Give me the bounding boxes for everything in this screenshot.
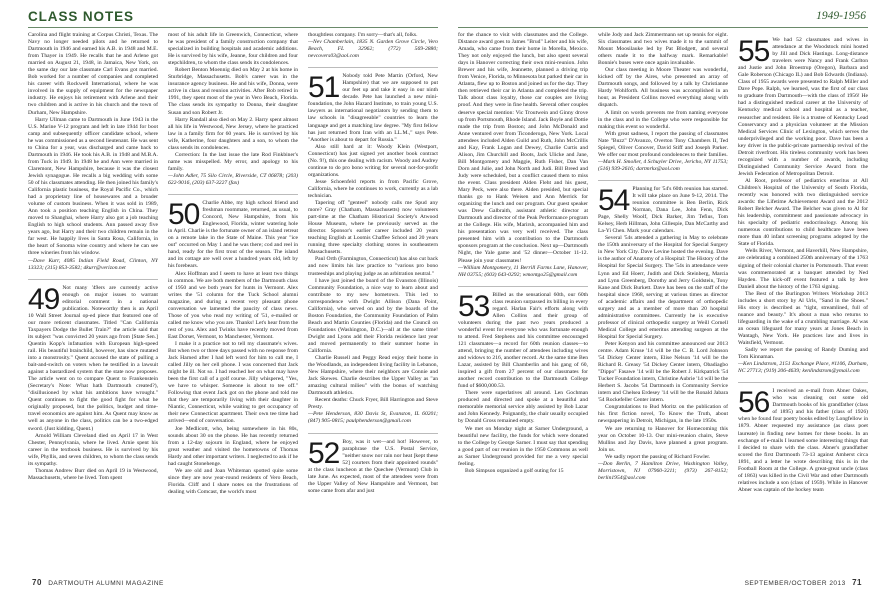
note-paragraph: Harry Ullman came to Dartmouth in June 1943 in the U.S. Marine V-12 program and left in late 1944 for boot camp and subsequently officer candidate school, where he was commissioned as a second lieutenant. He was sent to China for a year, was discharged and came back to Dartmouth in 1946. He took his A.B. in 1948 and M.B.A. from Tuck in 1949. In 1948 he and Ann were married in Claremont, New Hampshire, because it was the closest Jewish synagogue. He recalls a big wedding with some 50 of his classmates attending. He then joined his family's California plastic business, the Royal Pacific Co., which had a proprietary line of housewares and a broader volume of custom business. When it was sold in 1989, Ann took a position teaching English in China. They moved to Shanghai, where Harry also got a job teaching English to high school students. Ann passed away five years ago, but Harry and their two children remain in the far west. He happily lives in Santa Rosa, California, in the heart of Sonoma wine country and where he can see three wineries from his window. [28, 116, 158, 257]
note-paragraph: We are returning to Hanover for Homecoming this year on October 10-13. Our mini-reunion chairs, Steve Mullins and Jay Davis, have planned a great program. Join us. [598, 425, 728, 453]
secretary-signature: —Mark H. Smoller, 4 Schuyler Drive, Jericho, NY 11753; (516) 939-2616; dartmrkx@aol.com [598, 158, 728, 172]
note-paragraph: Peter Kenyon and his committee announced our 2013 centre. Adam Kruse '14 will be the C. B. Lord Johnson '54 Dickey Center intern, Elise Nelson '14 will be the Richard R. Greasy '54 Dickey Center intern, Obadiagbo "Dippo" Fasawe '14 will be the Robert J. Kirkpatrick '54 Tucker Foundation intern, Christine Aubrie '14 will be the Herbert S. Jacobs '54 Dartmouth in Community Service intern and Chelsea Erdesey '14 will be the Ronald Jabara '54 Rockefeller Center intern. [598, 340, 728, 404]
class-entry [28, 282, 158, 433]
class-entry [458, 289, 588, 391]
entry-divider [168, 194, 298, 195]
entry-text: Planning for '54's 60th reunion has started. It will take place on June 9-12, 2014. The reunion committee is Ben Berlin, Rick Norman, Dana Lee, John Fenn, Dick Page, Shelly Woolf, Dick Barker, Jim Tefius, Tom Kelsey, Herb Hillman, John Gillespie, Dan McCarthy and La-Yi Chen. Mark your calendars. [598, 185, 728, 235]
note-paragraph: Arnold William Cleveland died on April 17 in West Chester, Pennsylvania, where he lived. Arnie spent his career in the textbook business. He is survived by his wife, Phyllis, and seven children, to whom the class sends its sympathy. [28, 432, 158, 467]
note-paragraph: Charlie Russell and Peggy Read enjoy their home in the Woodlands, an independent living facility in Lebanon, New Hampshire, where their neighbors are Connie and Jack Skewes. Charlie describes the Upper Valley as "an amazing cultural milieu" with the bonus of watching Dartmouth athletics. [308, 355, 438, 397]
entry-text: Billed as the sensational 60th, our 60th class reunion surpassed its billing in every regard. Harlan Fair's efforts along with Allen Collins and their group of volunteers during the past two years produced a wonderful event for everyone who was fortunate enough to attend. Fred Stephens and his committee encouraged 121 classmates—a record for 60th reunion classes—to attend, bringing the number of attendees including wives and widows to 216, another record. At the same time Ben Lazar, assisted by Bill Chamberlin and his gang of 60, inspired a gift from 27 percent of our classmates for another record contribution to the Dartmouth College fund of $600,000.53. [458, 291, 588, 390]
section-title: CLASS NOTES [28, 9, 134, 24]
column-5 [598, 32, 728, 566]
class-year-range: 1949-1956 [816, 10, 866, 22]
secretary-signature: —Pete Henderson, 830 Davis St, Evanston, IL 60201; (847) 905-0815; paulphenderson@gmail.com [308, 411, 438, 425]
secretary-signature: —Dave Kurr, 4085 Indian Field Road, Clinton, NY 13323; (315) 853-3582; dkurr@verizon.net [28, 257, 158, 271]
entry-divider [598, 180, 728, 181]
note-paragraph: Congratulations to Bud Moritz on the publication of his first fiction novel, To Know the Truth, about newspapering in Detroit, Michigan, in the late 1950s. [598, 404, 728, 425]
note-paragraph: With great sadness, I report the passing of classmates Nate "Buzz" D'Avanzo, Overton Tony Chambers II, Ted Spiegel, Oliver Conover, David Stiff and Joseph Parker. We offer our most profound condolences to their families. [598, 130, 728, 158]
class-entry [598, 183, 728, 235]
note-paragraph: Joe Medlicott, who, being somewhere in his 80s, sounds about 30 on the phone. He has recently returned from a 12-day sojourn in England, where he enjoyed great weather and visited the hometowns of Thomas Hardy and other important writers. I neglected to ask if he had caught Stonehenge. [168, 425, 298, 467]
entry-text: Boy, was it wet—and hot! However, to paraphrase the U.S. Postal Service, "neither snow nor rain nor heat [kept these 52] courters from their appointed rounds" at the class luncheon at the Quechee (Vermont) Club in late June. As expected, most of the attendees were from the Upper Valley of New Hampshire and Vermont, but some came from afar and just [308, 438, 438, 494]
class-year-numeral: 50 [168, 198, 200, 232]
note-paragraph: Wells River, Vermont, and Haverhill, New Hampshire, are celebrating a combined 250th anniversary of the 1763 signing of their colonial charter in Portsmouth. That event was commemorated at a banquet attended by Ned Hayden. The kick-off event featured a talk by Jere Daniell about the history of the 1763 signing. [738, 248, 868, 290]
note-paragraph: Also still hard at it: Woody Klein (Westport, Connecticut) has just signed yet another book contract (No. 9!), this one dealing with racism. Woody and Audrey continue to do pro bono writing for several not-for-profit organizations. [308, 143, 438, 178]
note-paragraph: Sadly we report the passing of Randy Duming and Tom Kinnaman. [738, 347, 868, 361]
class-entry [738, 388, 868, 494]
right-page [458, 32, 868, 566]
class-entry [308, 73, 438, 143]
page-header [0, 0, 896, 30]
header-rule-right [458, 27, 868, 28]
right-issue-date: SEPTEMBER/OCTOBER 2013 [744, 580, 846, 587]
left-page-number: 70 [32, 578, 42, 587]
note-paragraph: Bob Simpson organized a golf outing for 15 [465, 467, 564, 474]
note-paragraph: Thomas Andrew Burr died on April 19 in Westwood, Massachusetts, where he lived. Tom spent [28, 467, 158, 481]
note-paragraph: Jesse Schoenfeld reports in from Pacific Grove, California, where he continues to work, currently as a lab technician. [308, 178, 438, 199]
class-year-numeral: 54 [598, 183, 630, 217]
class-year-numeral: 53 [458, 289, 490, 323]
note-paragraph: We sadly report the passing of Richard Fowler. [605, 453, 711, 460]
entry-text: Charlie Abbe, my high school friend and freshman roommate, returned, as usual, to Concord, New Hampshire, from his Englewood, Florida, winter watering hole in April. Charlie is the fortunate owner of an island retreat on a remote lake in the State of Maine. This year "ice out" occurred on May 1 and he was there; cod and reel in hand, ready for the first trout of the season. The island and its cottage are well over a hundred years old, left by his forebears. [168, 200, 298, 270]
class-year-numeral: 51 [308, 71, 340, 105]
column-6 [738, 32, 868, 566]
entry-text: I received an e-mail from Abner Oakes, who was cleaning out some old Dartmouth books of his grandfather (class of 1895) and his father (class of 1926) when he found four poetry books edited by Longfellow in 1879. Abner requested my assistance (as class poet laureate) in finding new homes for these books. In an exchange of e-mails I learned some interesting things that I decided to share with the class. Abner's grandfather scored the first Dartmouth 73-13 against Amherst circa 1891, and a letter he wrote describing this is in the Football Room at the College. A great-great uncle (class of 1863) was killed in the Civil War and other Dartmouth relatives include a son (class of 1959). While in Hanover Abner was captain of the hockey team [738, 388, 868, 493]
left-page [28, 32, 438, 566]
right-page-number: 71 [852, 578, 862, 587]
secretary-signature: —John Adler, 75 Silo Circle, Riverside, CT 06878; (203) 622-9016, (203) 637-3227 (fax) [168, 172, 298, 186]
entry-divider [308, 433, 438, 434]
note-paragraph: Our class meeting in Moore Theater was wonderful, kicked off by the Aires, who presented an array of Dartmouth songs, and followed by a talk by Christianne Hardy Wohlforth. All business was accomplished in an hour, as President Collins moved everything along with dispatch. [598, 67, 728, 109]
secretary-signature: —William Montgomery, 11 Berrill Farms Lane, Hanover, NH 03755; (603) 643-0292; wmontgo25@gmail.com [458, 264, 588, 278]
note-paragraph: We are old and Joan Whiteman spotted quite some since they are now year-round residents of Vero Beach, Florida. Cliff and I share notes on the frustrations of dealing with Comcast, the world's most [168, 467, 298, 495]
entry-divider [738, 382, 868, 383]
note-paragraph: A limit on words prevents me from naming everyone in the class and in the College who were responsible for making this event so wonderful. [598, 109, 728, 130]
note-paragraph: Paul Orth (Farmington, Connecticut) has also cut back and now limits his law practice to "various pro bono trusteeships and playing judge as an arbitration neutral." [308, 256, 438, 277]
secretary-signature: —Ken Lindstrom, 2151 Exchange Place, #1106, Durham, NC 27713; (919) 206-4639; kenlindstrom@ymail.com [738, 361, 868, 375]
note-paragraph: There were superlatives all around. Len Gochman produced and directed and spoke at a beautiful and memorable memorial service ably assisted by Bob Lazar and John Kennedy. Poignantly, the chair usually occupied by Donald Gross remained empty. [458, 390, 588, 425]
header-rule-left [28, 27, 438, 28]
column-2 [168, 32, 298, 566]
note-paragraph: Robert Benton Moennig died on May 2 at his home in Sturbridge, Massachusetts. Bob's career was in the insurance agency business. He and his wife, Donna, were active in class and reunion activities. After Bob retired in 1991, they spent most of the year in Vero Beach, Florida. The class sends its sympathy to Donna, their daughter Susan and son Robert Jr. [168, 67, 298, 116]
class-year-numeral: 56 [738, 386, 770, 420]
entry-text: Nobody told Pete Martin (Orford, New Hampshire) that we are supposed to put our feet up and take it easy in our ninth decade. Pete has launched a new mini-foundation, the John Hazard Institute, to train young U.S. lawyers as international negotiators by sending them to law schools in "disagreeable" countries to learn the language and get a matching law degree. "My first fellow has just returned from Iran with an LL.M.," says Pete. "Another is about to depart for Russia." [308, 73, 438, 143]
secretary-signature: —Nev Chamberlain, 1835 N. Garden Grove Circle, Vero Beach, FL 32962; (772) 569-2880; nevcovers03@aol.com [308, 39, 438, 60]
note-paragraph: I make it a practice not to tell my classmate's wives. But when two or three days passed with no response from Jack Harned after I had left word for him to call me, I called Jilly on her cell phone. I was concerned that Jack might be ill. Not so. I had reached her on what may have been the first call of a golf course. Jilly whispered, "Yes, we have to whisper. Someone is about to tee off." Following that event Jack got on the phone and told me that they are temporarily living with their daughter in Niantic, Connecticut, while waiting to get occupancy of their new Connecticut apartment. Their own tee time had arrived—end of conversation. [168, 340, 298, 425]
page-footer [0, 574, 896, 594]
note-paragraph: most of his adult life in Greenwich, Connecticut, where he was president of a family construction company that specialized in building hospitals and academic additions. He is survived by his wife, Jeanne, four children and four stepchildren, to whom the class sends its condolences. [168, 32, 298, 67]
note-paragraph: Several '54s attended a gathering in May to celebrate the 150th anniversary of the Hospital for Special Surgery in New York City. Dave Levine hosted the evening. Dave is the author of Anatomy of a Hospital: The History of the Hospital for Special Surgery. The '54s in attendance were Lynn and Ed Hoerr, Judith and Dick Steinberg, Marcia and Lynn Greenberg, Dorothy and Jerry Goldstein, Tony Kane and Dick Burkett. Dave has been on the staff of the hospital since 1968, serving at various times as director of academic affairs and the department of orthopedic surgery and as a member of more than 20 hospital administrative committees. Currently he is executive professor of clinical orthopedic surgery at Weill Cornell Medical College and emeritus attending surgeon at the Hospital for Special Surgery. [598, 235, 728, 340]
class-year-numeral: 49 [28, 282, 60, 316]
class-entry [738, 37, 868, 178]
note-paragraph: The Best of the Burlington Writers Workshop 2013 includes a short story by Al Urls, "Sand in the Shoes." His story is described as "tight, streamlined, full of nuance and beauty." It's about a man who returns to lifeguarding in the wake of a crumbling marriage. Al was an ocean lifeguard for many years at Jones Beach in Wantagh, New York. He practices law and lives in Waitsfield, Vermont. [738, 290, 868, 347]
note-paragraph: for the chance to visit with classmates and the College. Distance award goes to James "Brud" Leiter and his wife, Amada, who came from their home in Morella, Mexico. They not only enjoyed the lunch, but also spent several days in Hanover correcting their own mini-reunion. John Brewer and his wife, Jeannette, planned a driving trip from Venice, Florida, to Minnesota but parked their car in Atlanta, flew up to Boston and joined us for the day. They then retrieved their car in Atlanta and completed the trip. Talk about class loyalty, those car couples are living proof. And they were in fine health. Several other couples deserve special mention: Vic Troutwein and Ginny drove up from Portsmouth, Rhode Island. Jack Boyle and Dottie made the trip from Boston; and John McDonald and Anne ventured over from Ticonderoga, New York. Local attendees included Alden Guild and Ruth, John McCrillis and Kay, Frank Logan and Dewey, Charlie Curtis and Alison, Jim Churchill and Boots, Jack Ulicke and Jane, Bill Montgomery and Maggie, Ruth Fisher, Dan Van Dorn and Julie, and John North and Judi. Bill Breed and Judy were scheduled, but a conflict caused them to miss the event. Class president Alden Fleht and his guest, Mary Peck, were also there. Alden presided, but special thanks go to Hank Weisen and Ann Merrick for organizing the lunch and our program. Our guest speaker was Drew Galbraith, assistant athletic director at Dartmouth and director of the Peak Performance program at the College. His wife, Marirsh, accompanied him and his presentation was very well received. The class presented him with a contribution to the Dartmouth sponsors program at the conclusion. Next up—Dartmouth Night, the Yale game and '52 dinner—October 11-12. Please join your classmates! [458, 32, 588, 264]
left-folio [28, 578, 164, 587]
note-paragraph: Correction: In the last issue the late Rod Finkbiner's name was misspelled. My error, and apology to his family. [168, 151, 298, 172]
column-3 [308, 32, 438, 566]
note-paragraph: while Jody and Jack Zimmermann set up tennis for eight. Six classmates and two wives made it to the summit of Mount Moosilauke led by Pat Blodgett, and several others made it to the halfway mark. Remarkable! Bonnie's buses were once again invaluable. [598, 32, 728, 67]
note-paragraph: Carolina and flight training at Corpus Christi, Texas. The Navy no longer needed pilots and he returned to Dartmouth in 1946 and earned his A.B. in 1948 and M.E. from Thayer in 1949. He recalls that he and Arlene got married on August 21, 1948, in Jamaica, New York, on the same day our late classmate Carl Evans got married. Bob worked for a number of companies and completed his career with Rockwell International, where he was involved in the supply of equipment for the newspaper industry. He enjoys his retirement with Arlene and their two children and is active in his church and the town of Durham, New Hampshire. [28, 32, 158, 116]
note-paragraph: Recent deaths: Chuck Fryer, Bill Harrington and Steve Presty. [308, 397, 438, 411]
note-paragraph: Harry Randall also died on May 2. Harry spent almost all his life in Westwood, New Jersey, where he practiced law in a family firm for 60 years. He is survived by his wife, Katherine, four daughters and a son, to whom the class sends its condolences. [168, 116, 298, 151]
class-entry [168, 200, 298, 270]
column-1 [28, 32, 158, 566]
class-year-numeral: 52 [308, 436, 340, 470]
note-paragraph: thoughtless company. I'm sorry—that's all, folks. [308, 32, 418, 38]
note-paragraph: Tapering off "genteel" nobody calls me Spud any more? Gray (Chatham, Massachusetts) now volunteers part-time at the Chatham Historical Society's Atwood House Museum, where he previously served as the director. Sponsor's earlier career included 20 years teaching English at Loomis Chaffee School and 20 years running three specialty clothing stores in southeastern Massachusetts. [308, 200, 438, 256]
secretary-signature: —Don Berlin, 7 Hamilton Drive, Washington Valley, Morristown, NJ 07960-3211; (973) 267-8152; berlin1954@aol.com [598, 460, 728, 481]
note-paragraph: We met on Monday night at Sarner Underground, a beautiful new facility, the funds for which were donated to the College by George Sarner. I must say that spending a good part of our reunion in the 1950 Commons as well as Sarner Underground provided for me a very special feeling. [458, 425, 588, 467]
left-publication-name: DARTMOUTH ALUMNI MAGAZINE [48, 580, 164, 587]
note-paragraph: Alex Hoffman and I seem to have at least two things in common. We are both members of the Dartmouth class of 1950 and we both years for hunts in Vermont. Alex writes the '51 column for the Tuck School alumni magazine, and during a recent very pleasant phone conversation we lamented the paucity of class news. Those of you who read my writing of '51, e-mailed or called me know who you are. Thanks! Let's hear from the rest of you. Alex and Twinks have recently moved from East Dorset, Vermont, to Manchester, Vermont. [168, 270, 298, 340]
entry-text: We had 52 classmates and wives in attendance at the Woodstock mini hosted by Jill and Dick Hastings. Long-distance travelers were Nancy and Frank Carlton and Justie and John Broestrup (Oregon), Barbara and Gale Roberson (Chicago IL) and Bob Edwards (Indiana). Class of 1955 awards were presented to Ralph Miller and Dave Pope. Ralph, we learned, was the first of our class to graduate from Dartmouth—with the class of 1956! He had a distinguished medical career at the University of Kentucky medical school and hospital as a teacher, researcher and resident. He is a trustee of Kentucky Lead Conservancy and a physician volunteer at the Mission Medical Services Clinic of Lexington, which serves the underprivileged and the working poor. Dave has been a key driver in the public-private partnership revival of the Detroit riverfront. His tireless community work has been recognized with a number of awards, including Distinguished Community Service Award from the Jewish Federation of Metropolitan Detroit. [738, 37, 868, 177]
right-folio [745, 578, 866, 587]
note-paragraph: Al Root, professor of pediatrics emeritus at All Children's Hospital of the University of South Florida, recently was honored with two distinguished service awards: the Lifetime Achievement Award and the 2012 Robert Belcher Award. The Belcher was given to Al for his leadership, commitment and passionate advocacy in his specialty of pediatric endocrinology. Among his numerous contributions to child healthcare have been more than 40 infant screening programs adopted by the State of Florida. [738, 177, 868, 248]
entry-divider [308, 67, 438, 68]
entry-divider [28, 279, 158, 280]
column-4 [458, 32, 588, 566]
class-entry [308, 436, 438, 495]
note-paragraph: I have just joined the board of the Evanston (Illinois) Community Foundation, a nice way to learn about and contribute to my new hometown. This led to correspondence with Dwight Allison (Dana Point, California), who served on and by the boards of the Boston Foundation, the Community Foundation of Palm Beach and Martin Counties (Florida) and the Council on Foundations (Washington, D.C.)—all at the same time! Dwight and Lyons add their Florida residence last year and moved permanently to their summer home in California. [308, 277, 438, 355]
entry-divider [458, 286, 588, 287]
entry-text: Not many '49ers are currently active enough on major issues to warrant editorial comment in a national publication. Noteworthy then is an April 10 Wall Street Journal op-ed piece that featured one of our more reticent classmates. Titled "Can California Taxpayers Dodge the Bullet Train?" the article said that its subject "was convicted 20 years ago from [State Sen.] Quentin Kopp's infatuation with European high-speed rail. His beautiful brainchild, however, has since mutated into a monstrosity." Quent accused the state of pulling a bait-and-switch on voters when he testified in a lawsuit against a bastardized system that the state now proposes. The article went on to compare Quent to Frankenstein (Secretary's Note: What hath Dartmouth created?), "disillusioned by what his ambitions have wrought." Quent continues to fight the good fight for what he originally proposed, but the politics, budget and time-travel economics are against him. As Quent may know as well as anyone in the class, politics can be a two-edged sword. (Just kidding, Quent.) [28, 284, 158, 432]
class-year-numeral: 55 [738, 35, 770, 68]
